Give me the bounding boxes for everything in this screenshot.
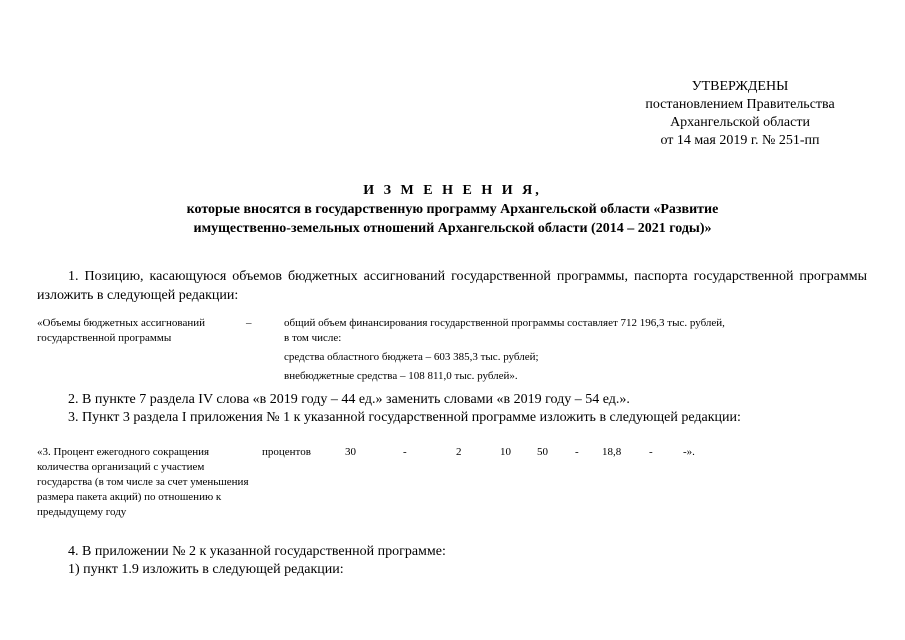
indicator-value: 10 [500,446,511,458]
item-3-paragraph: 3. Пункт 3 раздела I приложения № 1 к указанной государственной программе изложить в следующей редакции: [68,410,741,425]
passport-including: в том числе: [284,332,342,344]
indicator-name: «3. Процент ежегодного сокращения количества организаций с участием государства (в том числе за счет уменьшения размера пакета акций) по отношению к предыдущему году [37,446,249,518]
title-heading: И З М Е Н Е Н И Я, [363,183,542,198]
indicator-value: 2 [456,446,462,458]
approval-status: УТВЕРЖДЕНЫ [691,79,789,94]
title-line-3: имущественно-земельных отношений Архангельской области (2014 – 2021 годы)» [193,221,712,236]
indicator-value: 30 [345,446,356,458]
indicator-value: 50 [537,446,548,458]
passport-extrabudgetary: внебюджетные средства – 108 811,0 тыс. рублей». [284,370,518,382]
indicator-value: 18,8 [602,446,622,458]
title-line-2: которые вносятся в государственную программу Архангельской области «Развитие [186,202,719,217]
item-4-paragraph: 4. В приложении № 2 к указанной государственной программе: [68,544,446,559]
approval-authority: постановлением Правительства [645,97,835,112]
passport-regional-budget: средства областного бюджета – 603 385,3 тыс. рублей; [284,351,539,363]
passport-right-cell [284,316,864,384]
approval-date: от 14 мая 2019 г. № 251-пп [660,133,820,148]
approval-block [600,78,880,150]
indicator-value: -». [683,446,695,458]
item-2-paragraph: 2. В пункте 7 раздела IV слова «в 2019 году – 44 ед.» заменить словами «в 2019 году – 54 ед.». [68,392,630,407]
approval-region: Архангельской области [670,115,810,130]
indicator-value: - [575,446,579,458]
passport-total: общий объем финансирования государственной программы составляет 712 196,3 тыс. рублей, [284,317,725,329]
document-title [0,181,905,238]
indicator-unit: процентов [262,446,311,458]
indicator-value: - [649,446,653,458]
passport-dash: – [246,317,252,329]
passport-left-cell: «Объемы бюджетных ассигнований государственной программы [37,317,205,344]
indicator-value: - [403,446,407,458]
item-5-paragraph: 1) пункт 1.9 изложить в следующей редакции: [68,562,344,577]
item-1-paragraph: 1. Позицию, касающуюся объемов бюджетных ассигнований государственной программы, паспорта государственной программы изложить в следующей редакции: [37,269,867,303]
